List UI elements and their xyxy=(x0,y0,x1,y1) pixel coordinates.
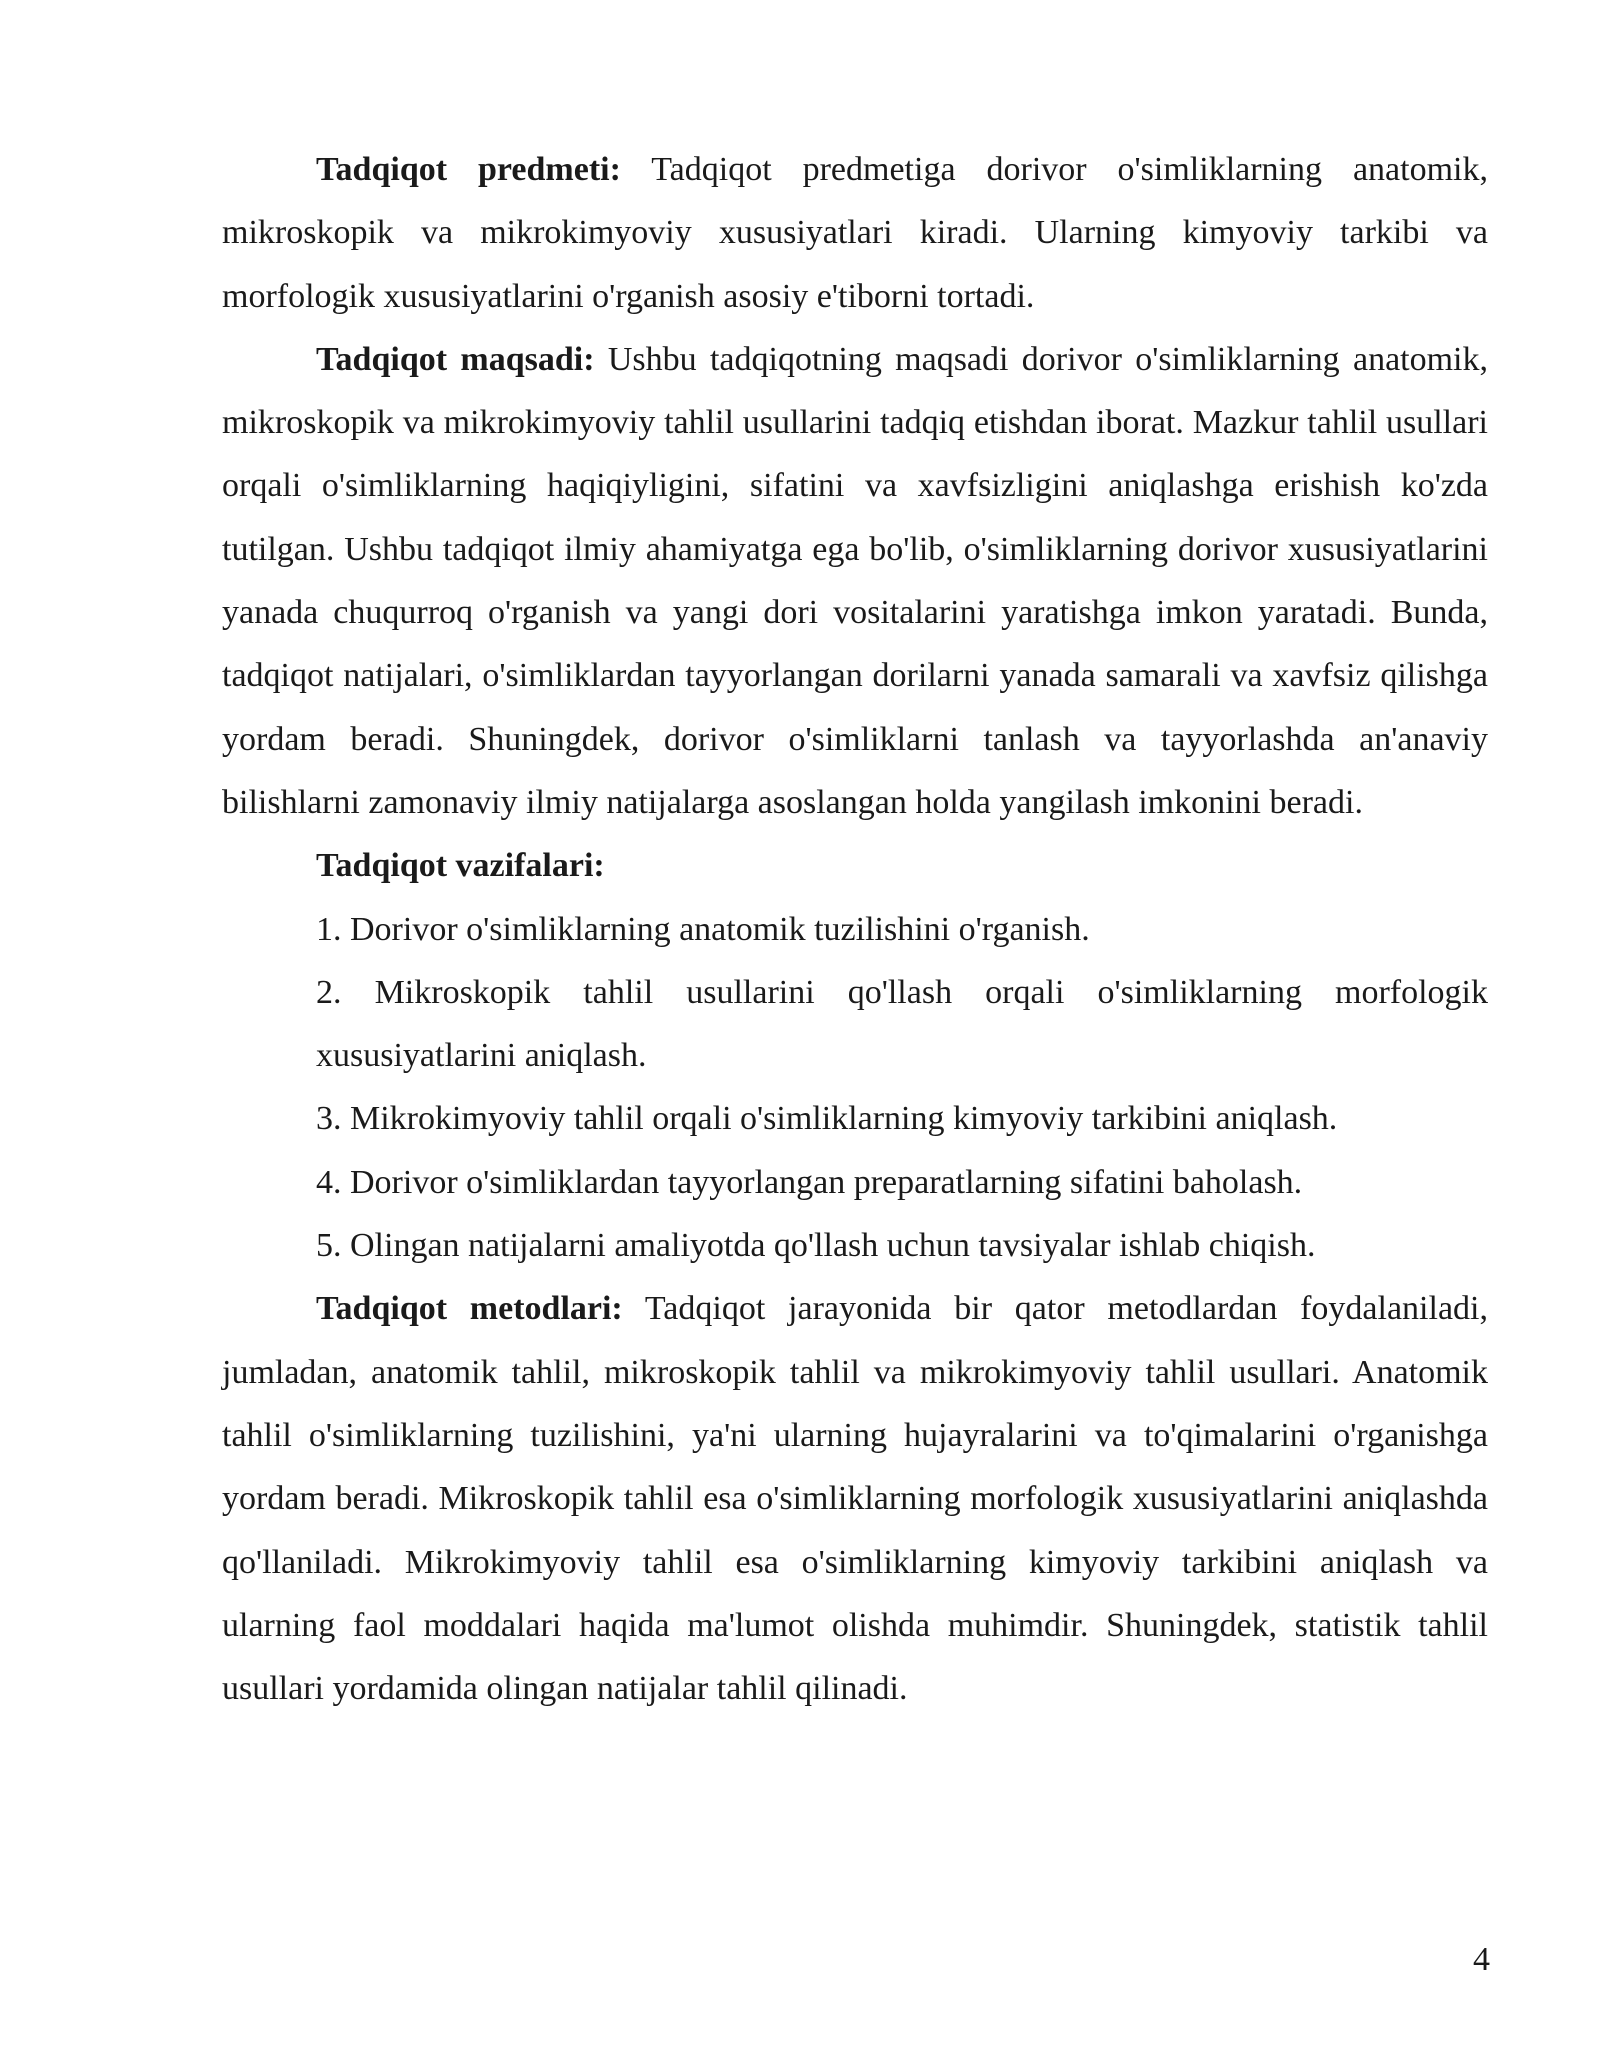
list-item: 5. Olingan natijalarni amaliyotda qo'llash uchun tavsiyalar ishlab chiqish. xyxy=(316,1227,1316,1265)
heading-metodlar: Tadqiqot metodlari: xyxy=(316,1290,623,1328)
paragraph-maqsad xyxy=(222,328,1488,834)
list-item: 1. Dorivor o'simliklarning anatomik tuzilishini o'rganish. xyxy=(316,910,1090,948)
heading-vazifalar: Tadqiqot vazifalari: xyxy=(316,847,605,885)
heading-maqsad: Tadqiqot maqsadi: xyxy=(316,340,595,378)
list-item: 2. Mikroskopik tahlil usullarini qo'llash orqali o'simliklarning morfologik xususiyatlarini aniqlash. xyxy=(316,973,1488,1075)
heading-predmet: Tadqiqot predmeti: xyxy=(316,151,621,188)
paragraph-predmet xyxy=(222,138,1488,328)
text-metodlar: Tadqiqot jarayonida bir qator metodlardan foydalaniladi, jumladan, anatomik tahlil, mikroskopik tahlil va mikrokimyoviy tahlil usullari. Anatomik tahlil o'simliklarning tuzilishini, ya'ni ularning hujayralarini va to'qimalarini o'rganishga yordam beradi. Mikroskopik tahlil esa o'simliklarning morfologik xususiyatlarini aniqlashda qo'llaniladi. Mikrokimyoviy tahlil esa o'simliklarning kimyoviy tarkibini aniqlash va ularning faol moddalari haqida ma'lumot olishda muhimdir. Shuningdek, statistik tahlil usullari yordamida olingan natijalar tahlil qilinadi. xyxy=(222,1290,1488,1708)
text-maqsad: Ushbu tadqiqotning maqsadi dorivor o'simliklarning anatomik, mikroskopik va mikrokimyoviy tahlil usullarini tadqiq etishdan iborat. Mazkur tahlil usullari orqali o'simliklarning haqiqiyligini, sifatini va xavfsizligini aniqlashga erishish ko'zda tutilgan. Ushbu tadqiqot ilmiy ahamiyatga ega bo'lib, o'simliklarning dorivor xususiyatlarini yanada chuqurroq o'rganish va yangi dori vositalarini yaratishga imkon yaratadi. Bunda, tadqiqot natijalari, o'simliklardan tayyorlangan dorilarni yanada samarali va xavfsiz qilishga yordam beradi. Shuningdek, dorivor o'simliklarni tanlash va tayyorlashda an'anaviy bilishlarni zamonaviy ilmiy natijalarga asoslangan holda yangilash imkonini beradi. xyxy=(222,340,1489,821)
page-number: 4 xyxy=(1473,1941,1490,1978)
paragraph-metodlar xyxy=(222,1277,1488,1720)
list-item: 3. Mikrokimyoviy tahlil orqali o'simliklarning kimyoviy tarkibini aniqlash. xyxy=(316,1100,1338,1138)
text-predmet: Tadqiqot predmetiga dorivor o'simliklarning anatomik, mikroskopik va mikrokimyoviy xususiyatlari kiradi. Ularning kimyoviy tarkibi va morfologik xususiyatlarini o'rganish asosiy e'tiborni tortadi. xyxy=(222,151,1488,315)
list-item: 4. Dorivor o'simliklardan tayyorlangan preparatlarning sifatini baholash. xyxy=(316,1163,1303,1201)
document-page xyxy=(222,138,1488,1720)
